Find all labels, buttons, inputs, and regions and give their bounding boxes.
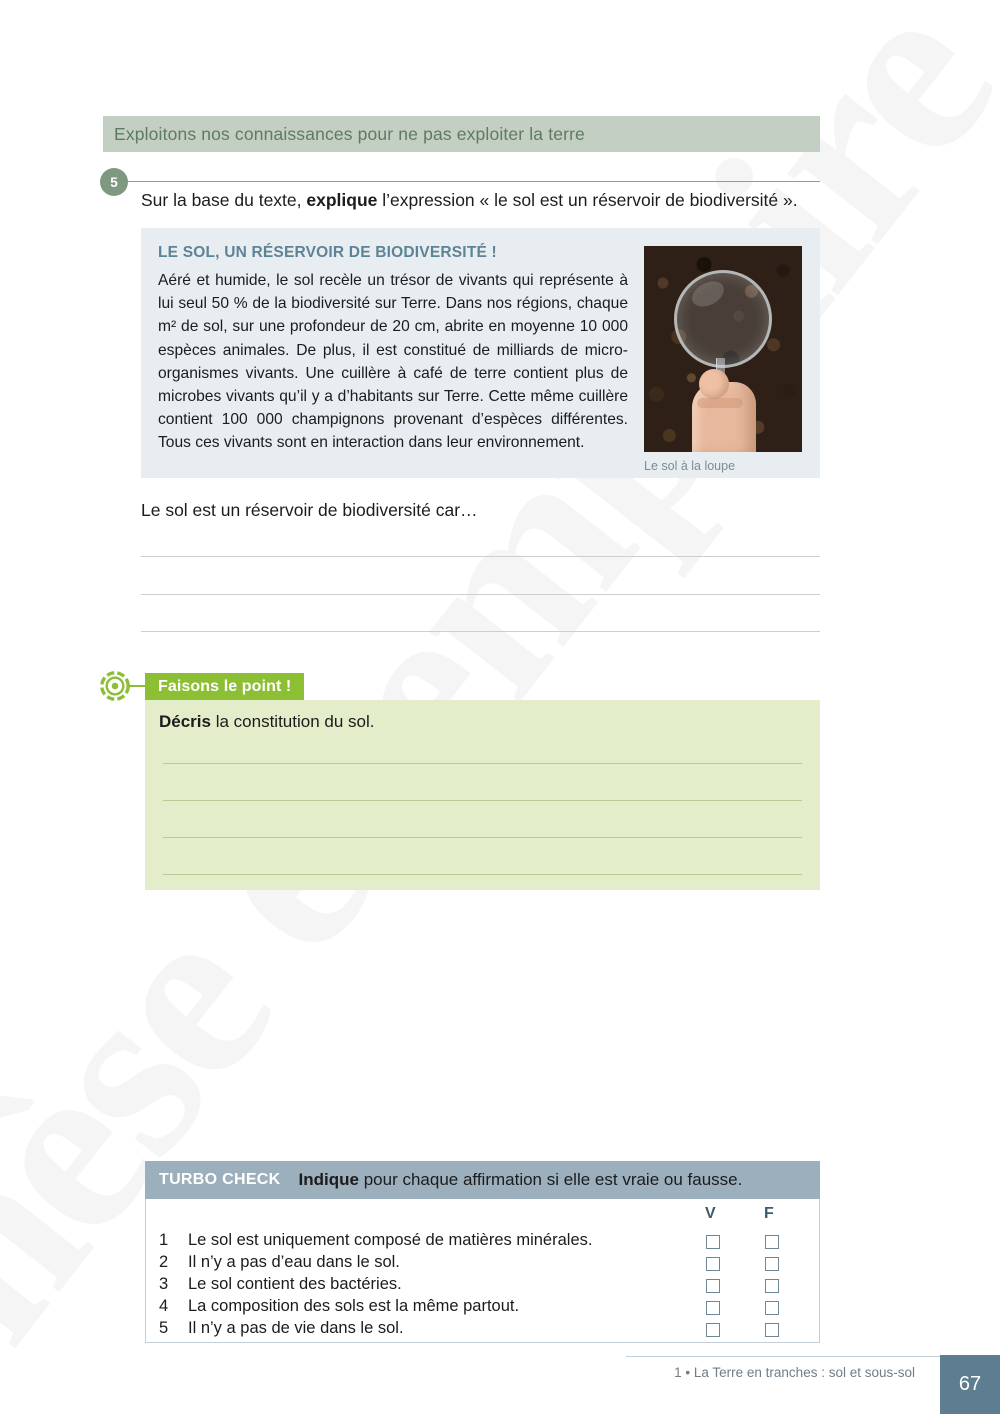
faisons-le-point-write-line[interactable] <box>163 763 802 764</box>
checkbox-true[interactable] <box>706 1257 720 1271</box>
exercise-prompt-post: l’expression « le sol est un réservoir de biodiversité ». <box>377 190 798 210</box>
answer-write-line[interactable] <box>141 631 820 632</box>
answer-lead-in: Le sol est un réservoir de biodiversité car… <box>141 500 478 520</box>
turbo-check-row <box>146 1275 821 1297</box>
row-index: 2 <box>159 1253 169 1271</box>
turbo-check-row <box>146 1231 821 1253</box>
faisons-le-point-write-line[interactable] <box>163 800 802 801</box>
checkbox-true[interactable] <box>706 1235 720 1249</box>
document-title: LE SOL, UN RÉSERVOIR DE BIODIVERSITÉ ! <box>158 244 497 261</box>
answer-write-line[interactable] <box>141 594 820 595</box>
faisons-le-point-prompt <box>159 712 374 732</box>
document-figure <box>644 246 802 473</box>
row-statement: La composition des sols est la même partout. <box>188 1297 520 1315</box>
hand-icon <box>692 382 756 452</box>
exercise-prompt-pre: Sur la base du texte, <box>141 190 307 210</box>
answer-write-line[interactable] <box>141 556 820 557</box>
document-box <box>141 228 820 478</box>
checkbox-false[interactable] <box>765 1257 779 1271</box>
checkbox-false[interactable] <box>765 1301 779 1315</box>
row-index: 1 <box>159 1231 169 1249</box>
faisons-le-point-write-line[interactable] <box>163 874 802 875</box>
turbo-check-col-false: F <box>764 1205 774 1222</box>
faisons-le-point-box <box>145 700 820 890</box>
faisons-le-point-write-line[interactable] <box>163 837 802 838</box>
exercise-prompt <box>141 188 831 213</box>
turbo-check-instruction <box>299 1170 743 1190</box>
row-index: 3 <box>159 1275 169 1293</box>
turbo-check-header <box>145 1161 820 1199</box>
target-icon-connector <box>128 685 145 687</box>
page-number: 67 <box>940 1355 1000 1414</box>
row-statement: Il n’y a pas de vie dans le sol. <box>188 1319 404 1337</box>
faisons-le-point-label: Faisons le point ! <box>158 677 292 695</box>
row-statement: Il n’y a pas d’eau dans le sol. <box>188 1253 400 1271</box>
faisons-le-point-verb: Décris <box>159 712 211 731</box>
checkbox-false[interactable] <box>765 1235 779 1249</box>
footer-chapter-text: 1 • La Terre en tranches : sol et sous-sol <box>674 1365 915 1380</box>
target-icon <box>100 671 130 701</box>
magnifying-glass-icon <box>674 270 772 368</box>
section-banner <box>103 116 820 152</box>
exercise-prompt-verb: explique <box>306 190 378 210</box>
checkbox-false[interactable] <box>765 1323 779 1337</box>
turbo-check-instruction-verb: Indique <box>298 1170 359 1189</box>
row-index: 4 <box>159 1297 169 1315</box>
turbo-check-row <box>146 1297 821 1319</box>
figure-caption: Le sol à la loupe <box>644 459 736 473</box>
turbo-check-col-true: V <box>705 1205 716 1222</box>
row-statement: Le sol est uniquement composé de matières minérales. <box>188 1231 593 1249</box>
document-body-text: Aéré et humide, le sol recèle un trésor de vivants qui représente à lui seul 50 % de la biodiversité sur Terre. Dans nos régions, chaque m² de sol, sur une profondeur de 20 cm, abrite en moyenne 10 000 espèces animales. De plus, il est constitué de milliards de micro-organismes vivants. Une cuillère à café de terre contient plus de microbes vivants qu’il y a d’habitants sur Terre. Cette même cuillère contient 100 000 champignons provenant d’espèces différentes. Tous ces vivants sont en interaction dans leur environnement. <box>158 272 628 452</box>
exercise-divider <box>127 181 820 182</box>
faisons-le-point-tab <box>145 673 304 700</box>
row-statement: Le sol contient des bactéries. <box>188 1275 402 1293</box>
checkbox-true[interactable] <box>706 1323 720 1337</box>
faisons-le-point-prompt-rest: la constitution du sol. <box>210 712 375 731</box>
turbo-check-badge: TURBO CHECK <box>159 1171 281 1188</box>
turbo-check-row <box>146 1319 821 1341</box>
turbo-check-instruction-rest: pour chaque affirmation si elle est vraie ou fausse. <box>358 1170 743 1189</box>
checkbox-true[interactable] <box>706 1279 720 1293</box>
exercise-number-badge: 5 <box>100 168 128 196</box>
section-banner-label: Exploitons nos connaissances pour ne pas exploiter la terre <box>114 123 585 144</box>
turbo-check-row <box>146 1253 821 1275</box>
footer-divider <box>626 1356 940 1357</box>
row-index: 5 <box>159 1319 169 1337</box>
soil-magnifier-photo <box>644 246 802 452</box>
checkbox-true[interactable] <box>706 1301 720 1315</box>
checkbox-false[interactable] <box>765 1279 779 1293</box>
turbo-check-body <box>145 1199 820 1343</box>
